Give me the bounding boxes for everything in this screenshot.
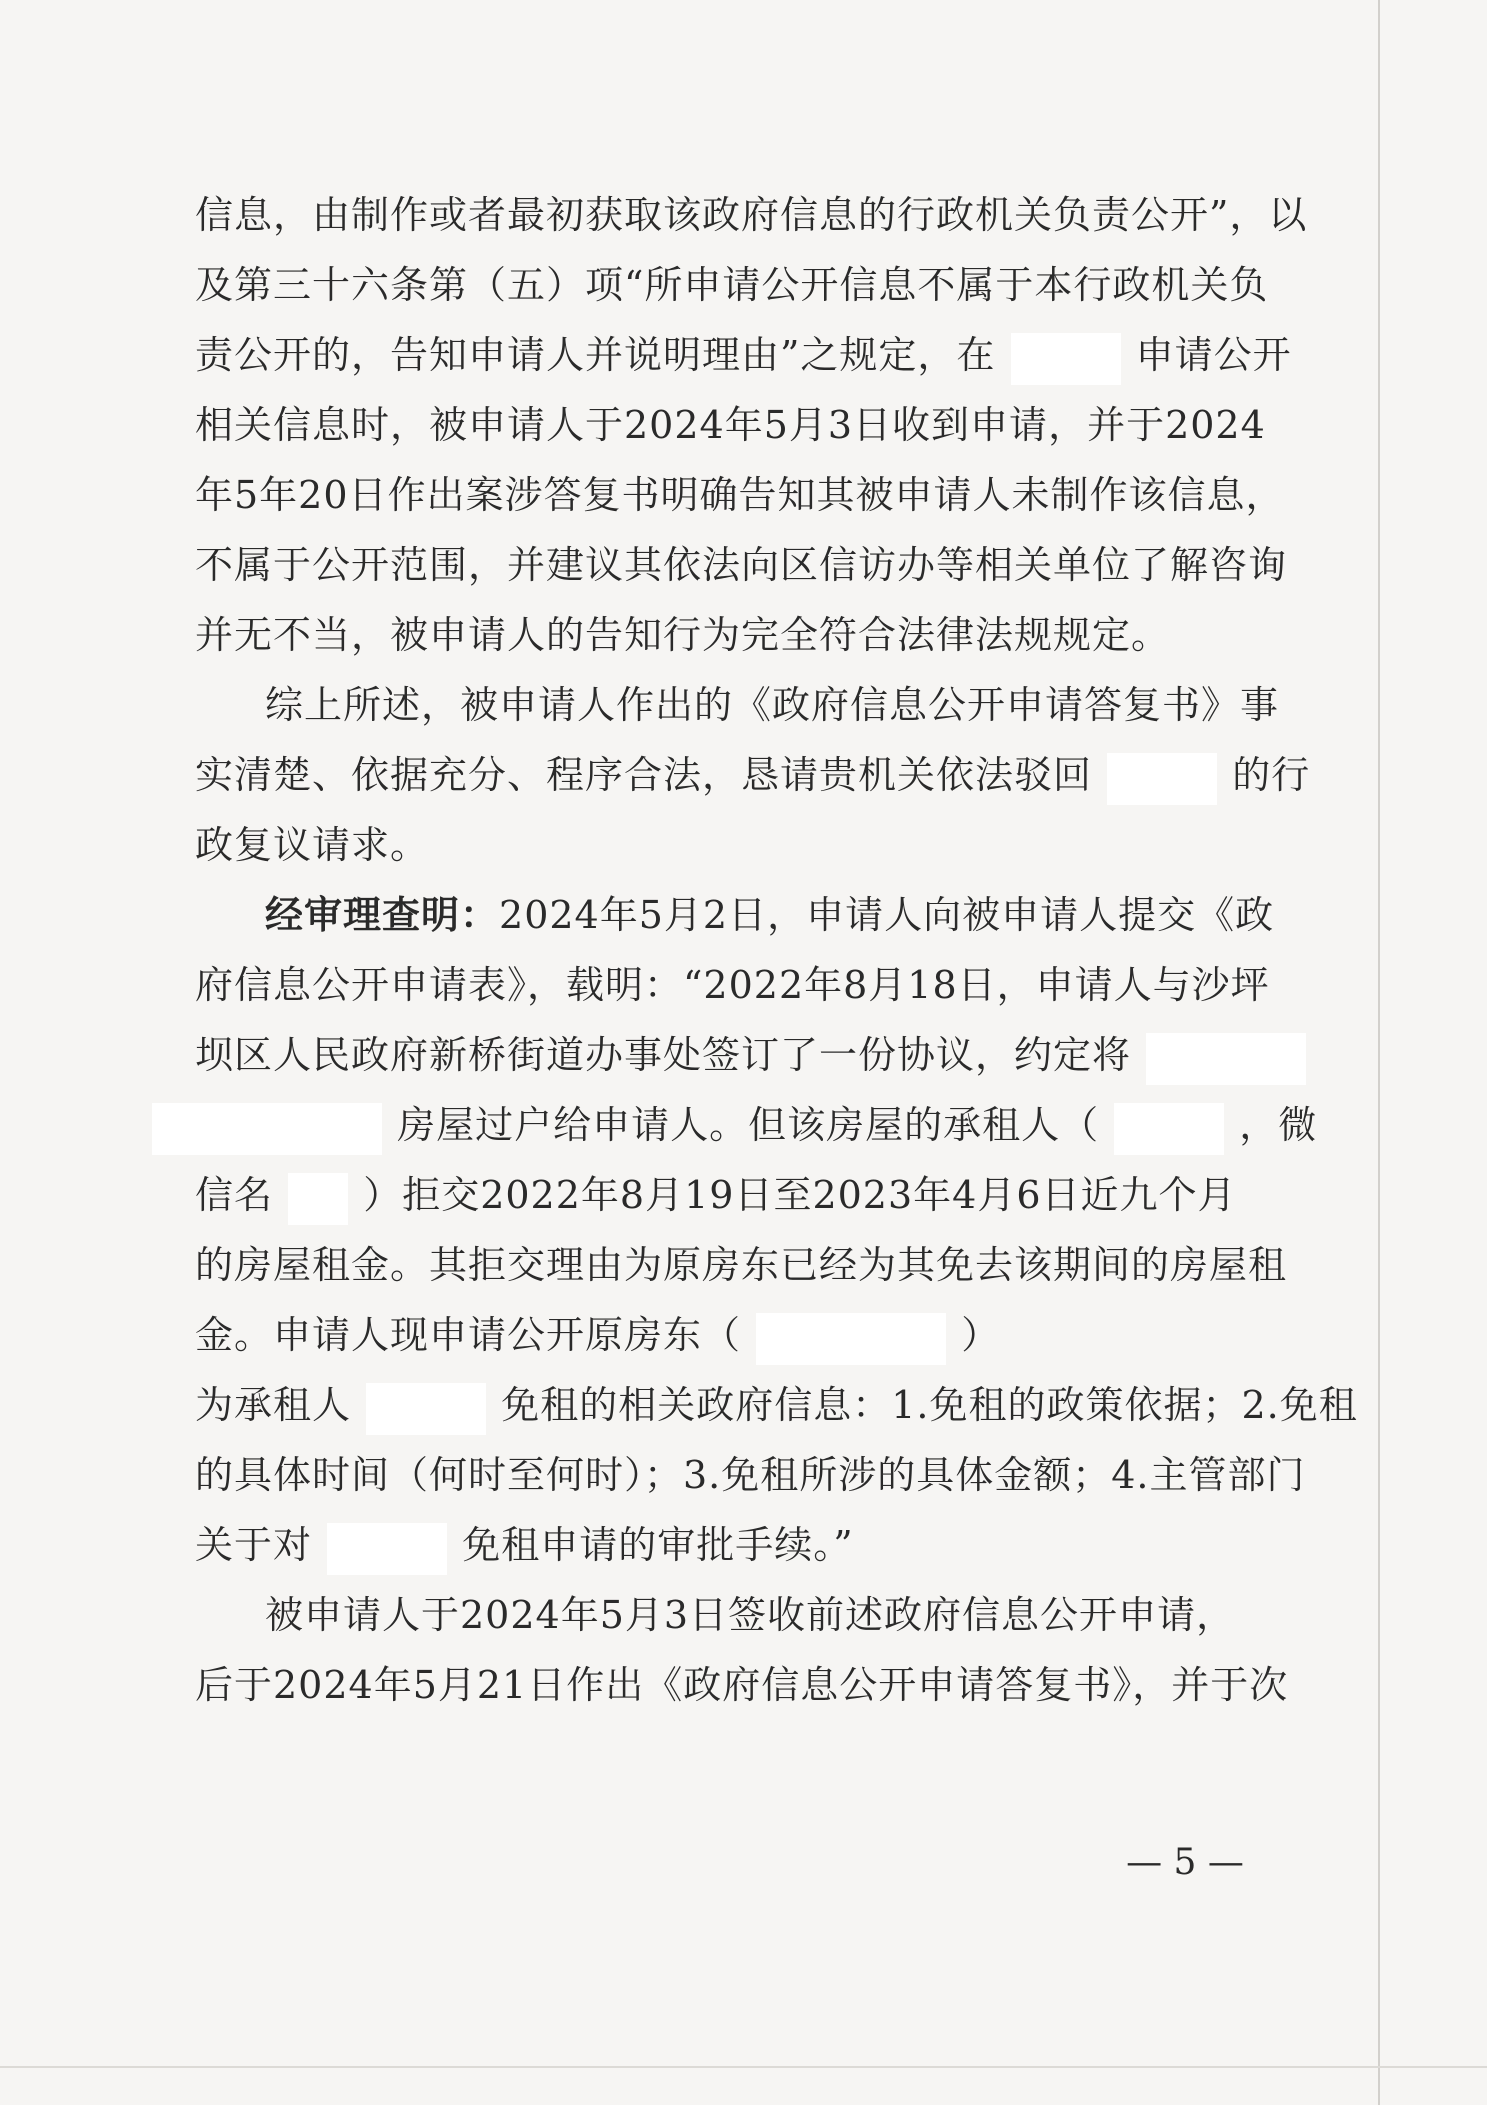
text-segment: 金。申请人现申请公开原房东（ (195, 1313, 742, 1357)
text-line (195, 1305, 1295, 1365)
text-segment: 后于2024年5月21日作出《政府信息公开申请答复书》，并于次 (195, 1663, 1289, 1707)
text-segment: 不属于公开范围，并建议其依法向区信访办等相关单位了解咨询 (195, 543, 1288, 587)
text-segment: 责公开的，告知申请人并说明理由”之规定，在 (195, 333, 996, 377)
page-number: — 5 — (1126, 1842, 1244, 1883)
text-segment: 房屋过户给申请人。但该房屋的承租人（ (397, 1103, 1100, 1147)
text-segment: 府信息公开申请表》，载明：“2022年8月18日，申请人与沙坪 (195, 963, 1270, 1007)
text-line (195, 1655, 1295, 1715)
text-segment: 的房屋租金。其拒交理由为原房东已经为其免去该期间的房屋租 (195, 1243, 1288, 1287)
page-edge-right (1378, 0, 1380, 2105)
text-line (195, 745, 1311, 805)
text-line (195, 1165, 1295, 1225)
text-line (195, 1235, 1295, 1295)
text-segment: 的具体时间（何时至何时）；3.免租所涉的具体金额；4.主管部门 (195, 1453, 1306, 1497)
text-line (195, 1025, 1295, 1085)
text-line (195, 815, 1295, 875)
redaction-box (152, 1103, 382, 1155)
redaction-box (1146, 1033, 1306, 1085)
bold-lead: 经审理查明： (265, 892, 500, 937)
text-segment: 的行 (1232, 753, 1311, 797)
text-segment: 政复议请求。 (195, 823, 430, 867)
text-segment: 相关信息时，被申请人于2024年5月3日收到申请，并于2024 (195, 403, 1266, 447)
text-segment: 申请公开 (1135, 333, 1292, 377)
text-segment: 信息，由制作或者最初获取该政府信息的行政机关负责公开”，以 (195, 193, 1308, 237)
redaction-box (1114, 1103, 1224, 1155)
text-segment: 实清楚、依据充分、程序合法，恳请贵机关依法驳回 (195, 753, 1093, 797)
text-line (195, 1515, 1295, 1575)
text-segment: 并无不当，被申请人的告知行为完全符合法律法规规定。 (195, 613, 1171, 657)
text-line (195, 185, 1308, 245)
text-line (195, 955, 1295, 1015)
text-line (265, 675, 1365, 735)
text-segment: 免租申请的审批手续。” (462, 1523, 854, 1567)
text-segment: 综上所述，被申请人作出的《政府信息公开申请答复书》事 (265, 683, 1280, 727)
redaction-box (1107, 753, 1217, 805)
text-segment: 被申请人于2024年5月3日签收前述政府信息公开申请， (265, 1593, 1236, 1637)
text-line (195, 325, 1295, 385)
text-segment: 为承租人 (195, 1383, 352, 1427)
text-line (195, 1375, 1358, 1435)
text-line (195, 1445, 1306, 1505)
text-line (150, 1095, 1318, 1155)
text-segment: 2024年5月2日，申请人向被申请人提交《政 (499, 893, 1275, 937)
text-line (265, 885, 1365, 945)
redaction-box (756, 1313, 946, 1365)
redaction-box (1011, 333, 1121, 385)
page-edge-bottom (0, 2066, 1487, 2068)
text-segment: ）拒交2022年8月19日至2023年4月6日近九个月 (363, 1173, 1237, 1217)
text-line (195, 395, 1295, 455)
text-segment: 信名 (195, 1173, 274, 1217)
redaction-box (288, 1173, 348, 1225)
text-segment: ） (961, 1313, 1001, 1357)
text-segment: 及第三十六条第（五）项“所申请公开信息不属于本行政机关负 (195, 263, 1269, 307)
redaction-box (366, 1383, 486, 1435)
text-segment: 年5年20日作出案涉答复书明确告知其被申请人未制作该信息， (195, 473, 1285, 517)
text-line (195, 255, 1295, 315)
text-line (195, 535, 1295, 595)
text-segment: 坝区人民政府新桥街道办事处签订了一份协议，约定将 (195, 1033, 1132, 1077)
text-segment: 关于对 (195, 1523, 313, 1567)
redaction-box (327, 1523, 447, 1575)
text-segment: 免租的相关政府信息：1.免租的政策依据；2.免租 (501, 1383, 1358, 1427)
text-segment: ，微 (1239, 1103, 1318, 1147)
text-line (265, 1585, 1365, 1645)
text-line (195, 605, 1295, 665)
text-line (195, 465, 1295, 525)
